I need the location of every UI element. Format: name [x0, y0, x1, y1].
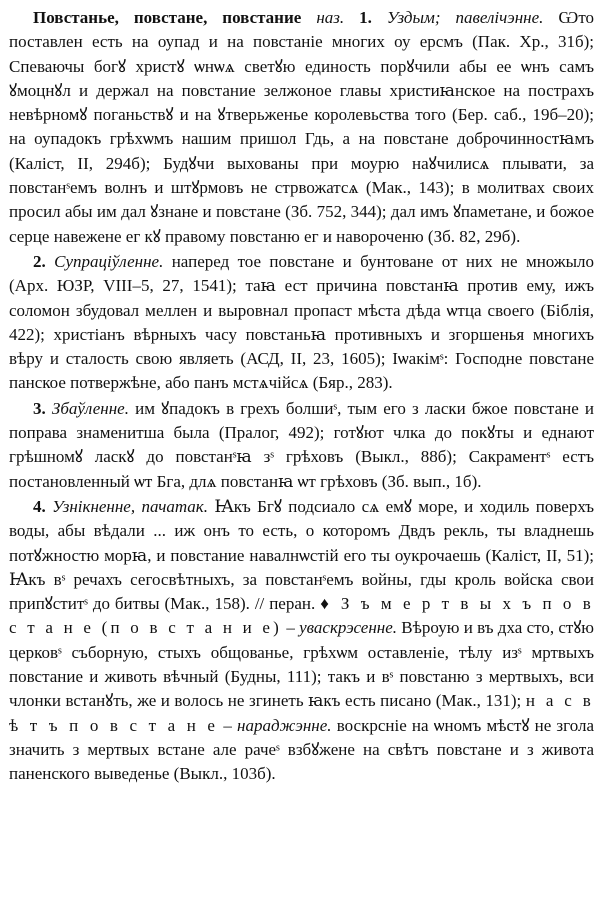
sense-citations: Ꙗкъ Бгꙋ подсиало сѧ емꙋ море, и ходиль поверхъ воды, абы вѣдали ... иж онъ то есть, о которомъ Двдъ рекль, ты владнешь потꙋжностю морꙗ, и повстание навалнѡстій его ты оукрочаешь (Каліст, II, 51); Ꙗкъ вˢ речахъ сегосвѣтныхъ, за повстанˢемъ войны, гды кроль войска свои припꙋститˢ до битвы (Мак., 158). // перан. — [9, 496, 594, 614]
grammar-label: наз. — [316, 8, 345, 27]
sense-3-paragraph — [9, 397, 594, 494]
sense-4-paragraph — [9, 495, 594, 787]
phrase-citations: воскрсніе на ѡномъ мѣстꙋ не згола значить з мертвых встане але рачеˢ взбꙋжене на свѣтъ повстане и з живота паненского выведенье (Выкл., 103б). — [9, 715, 594, 784]
sense-citations: Ѡто поставлен есть на оупад и на повстаніе многих оу ерсмъ (Пак. Хр., 31б); Спеваючы богꙋ христꙋ ѡнѡѧ светꙋю единость порꙋчили абы ее ѡнъ самъ ꙋмоцнꙋл и держал на повстание зелжоное главы христиꙗнское на пострахъ невѣрномꙋ поганьствꙋ и на ꙋтверьженье королевьства того (Бер. саб., 19б–20); на оупадокъ грѣхѡмъ нашим пришол Гдь, а на повстане доброчинностꙗмъ (Каліст, II, 294б); Будꙋчи выхованы при моурю наꙋчилисѧ плывати, за повстанˢемъ волнъ и штꙋрмовъ не стрвожатсѧ (Мак., 143); в молитвах своих просил абы им дал ꙋзнане и повстане (Зб. 752, 344); дал имъ ꙋпаметане, и божое серце навежене ег кꙋ правому повстаню ег и навороченю (Зб. 82, 29б). — [9, 8, 595, 246]
sense-gloss: Узнікненне, пачатак. — [52, 496, 209, 516]
sense-gloss: Збаўленне. — [51, 398, 129, 418]
sense-number: 2. — [33, 251, 46, 271]
sense-2-paragraph — [9, 250, 594, 396]
sense-number: 1. — [359, 8, 372, 27]
set-phrase: н а с в ѣ т ъ п о в с т а н е — [9, 691, 594, 735]
phrase-gloss: – уваскрэсенне. — [286, 618, 397, 638]
sense-number: 4. — [33, 496, 46, 516]
dictionary-entry — [9, 6, 594, 787]
phrase-citations: Вѣроую и въ дха сто, стꙋю церковˢ съборную, стыхъ общованье, грѣхѡм оставленіе, тѣлу изˢ мртвыхъ повстание и животь вѣчный (Будны, 111); такъ и вˢ повстаню з мертвыхъ, вси члонки встанꙋть, же и волось не згинеть ꙗкъ есть писано (Мак., 131); — [9, 618, 595, 711]
sense-number: 3. — [33, 398, 46, 418]
set-phrase: ♦ З ъ м е р т в ы х ъ п о в с т а н е (п о в с т а н и е) — [9, 594, 594, 638]
phrase-gloss: – нараджэнне. — [223, 715, 332, 735]
sense-gloss: Супраціўленне. — [54, 251, 164, 271]
sense-citations: наперед тое повстане и бунтоване от них не множыло (Арх. ЮЗР, VIII–5, 27, 1541); таꙗ ест причина повстанꙗ против ему, ижъ соломон збудовал меллен и выровнал пропаст мѣста дѣда ѡтца своего (Біблія, 422); христіанъ вѣрныхъ часу повстаньꙗ противныхъ и згоршенья многихъ вѣру и сталость свою являеть (АСД, II, 23, 1605); Іѡакімˢ: Господне повстане панское потвержѣне, або панъ мстѧчійсѧ (Бяр., 283). — [9, 251, 595, 393]
sense-citations: им ꙋпадокъ в грехъ болшиˢ, тым его з ласки бжое повстане и поправа знаменитша была (Пралог, 492); готꙋют члка до покꙋты и еднают грѣшномꙋ ласкꙋ до повстанˢꙗ зˢ грѣховъ (Выкл., 88б); Сакраментˢ естъ постановленный ѡт Бга, длѧ повстанꙗ ѡт грѣховъ (Зб. вып., 1б). — [9, 398, 595, 491]
sense-gloss: Уздым; павелічэнне. — [386, 8, 544, 27]
sense-1-paragraph — [9, 6, 594, 249]
entry-headword: Повстанье, повстане, повстание — [33, 8, 302, 27]
